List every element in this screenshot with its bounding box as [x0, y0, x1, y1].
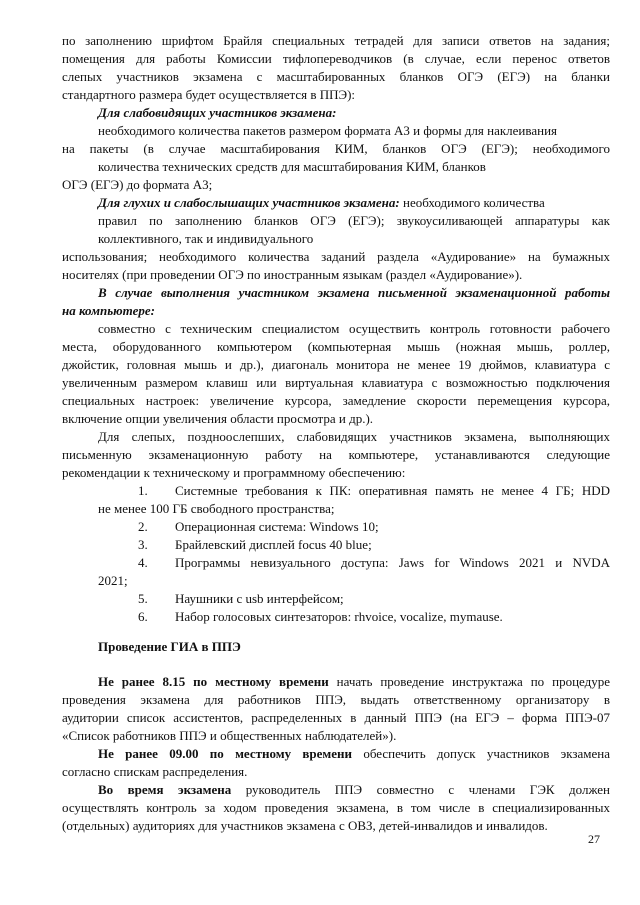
text-line	[98, 782, 610, 798]
text-line: коллективного, так и индивидуального	[98, 231, 314, 246]
list-number: 2.	[138, 519, 148, 534]
text-line: места, оборудованного компьютером (компьютерная мышь (ножная мышь, роллер,	[62, 339, 610, 354]
text-line: рекомендации к техническому и программному обеспечению:	[62, 465, 406, 480]
text-line: ОГЭ (ЕГЭ) до формата А3;	[62, 177, 213, 192]
list-number: 1.	[138, 483, 148, 498]
text-line: совместно с техническим специалистом осуществить контроль готовности рабочего	[98, 321, 610, 336]
text-line: помещения для работы Комиссии тифлопереводчиков (в случае, если перенос ответов	[62, 51, 610, 66]
text-line: количества технических средств для масштабирования КИМ, бланков	[98, 159, 486, 174]
subheading-computer: В случае выполнения участником экзамена письменной экзаменационной работы	[98, 285, 610, 300]
list-item: Брайлевский дисплей focus 40 blue;	[175, 537, 372, 552]
list-item: Наушники с usb интерфейсом;	[175, 591, 344, 606]
page-number: 27	[588, 832, 600, 846]
text-line: джойстик, головная мышь и др.), диагональ монитора не менее 19 дюймов, клавиатура с	[62, 357, 610, 372]
text-line: специальных настроек: увеличение курсора, замедление скорости перемещения курсора,	[62, 393, 610, 408]
subheading-computer-cont: на компьютере:	[62, 303, 155, 318]
text-line: аудитории список ассистентов, распределенных в данный ППЭ (на ЕГЭ – форма ППЭ-07	[62, 710, 610, 725]
list-number: 3.	[138, 537, 148, 552]
list-item-cont: не менее 100 ГБ свободного пространства;	[98, 501, 335, 516]
bold-time: Не ранее 09.00 по местному времени	[98, 746, 353, 761]
text-span: необходимого количества	[399, 195, 545, 210]
section-heading: Проведение ГИА в ППЭ	[98, 639, 241, 654]
text-line: (отдельных) аудиториях для участников экзамена с ОВЗ, детей-инвалидов и инвалидов.	[62, 818, 548, 833]
list-item-cont: 2021;	[98, 573, 128, 588]
text-line: «Список работников ППЭ и общественных наблюдателей»).	[62, 728, 397, 743]
list-number: 6.	[138, 609, 148, 624]
text-span: начать проведение инструктажа по процедуре	[328, 674, 611, 689]
list-number: 5.	[138, 591, 148, 606]
text-line: осуществлять контроль за ходом проведения экзамена, в том числе в специализированных	[62, 800, 610, 815]
text-line: увеличенным размером клавиш или виртуальная клавиатура с возможностью подключения	[62, 375, 610, 390]
text-line: стандартного размера будет осуществляется в ППЭ):	[62, 87, 356, 102]
subheading-low-vision: Для слабовидящих участников экзамена:	[98, 105, 337, 120]
text-line: по заполнению шрифтом Брайля специальных тетрадей для записи ответов на задания;	[62, 33, 610, 48]
list-item: Системные требования к ПК: оперативная память не менее 4 ГБ; HDD	[175, 483, 610, 498]
bold-during: Во время экзамена	[98, 782, 232, 797]
list-number: 4.	[138, 555, 148, 570]
text-line: использования; необходимого количества заданий раздела «Аудирование» на бумажных	[62, 249, 610, 264]
list-item: Набор голосовых синтезаторов: rhvoice, vocalize, mymause.	[175, 609, 503, 624]
text-line: включение опции увеличения области просмотра и др.).	[62, 411, 374, 426]
text-line: проведения экзамена для работников ППЭ, выдать ответственному организатору в	[62, 692, 610, 707]
list-item: Операционная система: Windows 10;	[175, 519, 379, 534]
text-line: слепых участников экзамена с масштабированных бланков ОГЭ (ЕГЭ) на бланки	[62, 69, 610, 84]
bold-time: Не ранее 8.15 по местному времени	[98, 674, 329, 689]
text-line	[98, 746, 610, 762]
list-item: Программы невизуального доступа: Jaws for Windows 2021 и NVDA	[175, 555, 610, 570]
text-span: обеспечить допуск участников экзамена	[352, 746, 611, 761]
text-line	[98, 674, 610, 690]
text-line: необходимого количества пакетов размером формата А3 и формы для наклеивания	[98, 123, 558, 138]
subheading-hearing: Для глухих и слабослышащих участников экзамена:	[98, 195, 400, 210]
text-line: Для слепых, поздноослепших, слабовидящих участников экзамена, выполняющих	[98, 429, 610, 444]
text-line: на пакеты (в случае масштабирования КИМ, бланков ОГЭ (ЕГЭ); необходимого	[62, 141, 610, 156]
text-span: руководитель ППЭ совместно с членами ГЭК должен	[231, 782, 610, 797]
text-line: правил по заполнению бланков ОГЭ (ЕГЭ); звукоусиливающей аппаратуры как	[98, 213, 610, 228]
text-line: носителях (при проведении ОГЭ по иностранным языкам (раздел «Аудирование»).	[62, 267, 523, 282]
text-line: письменную экзаменационную работу на компьютере, устанавливаются следующие	[62, 447, 610, 462]
text-line: согласно спискам распределения.	[62, 764, 248, 779]
text-line	[98, 195, 545, 211]
